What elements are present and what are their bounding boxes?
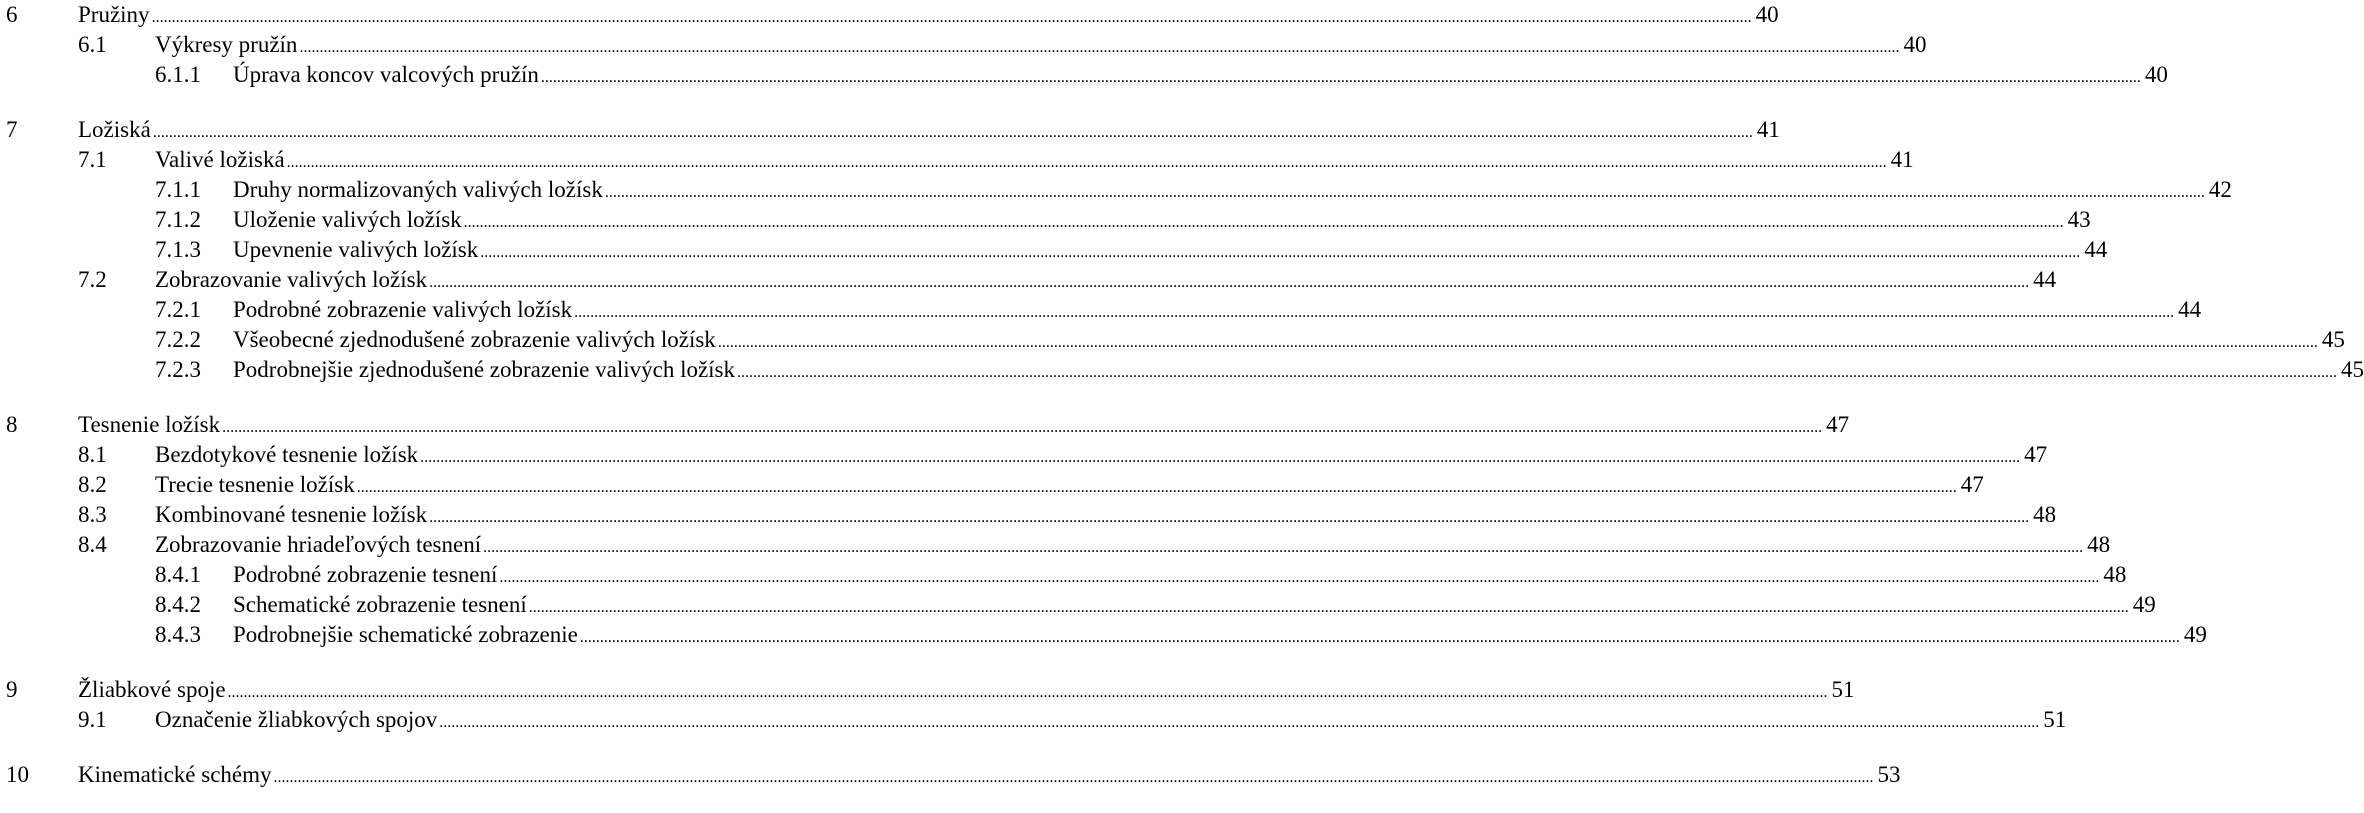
toc-dot-leader: ................................................................................................................................................................................................................................................................................................................................................................................................................ xyxy=(356,479,1957,496)
toc-entry-title-line xyxy=(233,620,2207,650)
toc-dot-leader: ................................................................................................................................................................................................................................................................................................................................................................................................................ xyxy=(528,599,2129,616)
toc-entry-number: 6.1 xyxy=(78,32,107,57)
toc-entry-number: 6.1.1 xyxy=(155,62,201,87)
toc-entry-title-line xyxy=(155,30,1927,60)
toc-dot-leader: ................................................................................................................................................................................................................................................................................................................................................................................................................ xyxy=(540,69,2141,86)
toc-entry-number: 8.4.1 xyxy=(155,562,201,587)
toc-entry-title: Kinematické schémy xyxy=(78,762,272,787)
toc-entry-title-line xyxy=(78,760,1901,790)
toc-entry-title: Podrobnejšie schematické zobrazenie xyxy=(233,622,578,647)
toc-entry-page: 53 xyxy=(1877,762,1901,787)
toc-entry[interactable] xyxy=(0,675,1855,705)
toc-entry-title-line xyxy=(155,470,1984,500)
toc-entry-page: 47 xyxy=(1826,412,1850,437)
toc-dot-leader: ................................................................................................................................................................................................................................................................................................................................................................................................................ xyxy=(222,419,1823,436)
toc-entry-page: 51 xyxy=(1831,677,1855,702)
toc-entry-title-line xyxy=(233,60,2168,90)
toc-entry-page: 44 xyxy=(2084,237,2108,262)
toc-dot-leader: ................................................................................................................................................................................................................................................................................................................................................................................................................ xyxy=(480,244,2081,261)
toc-entry-page: 48 xyxy=(2033,502,2057,527)
toc-entry-title-line xyxy=(155,500,2057,530)
toc-entry-page: 45 xyxy=(2321,327,2345,352)
toc-entry[interactable] xyxy=(0,410,1850,440)
toc-entry-page: 48 xyxy=(2103,562,2127,587)
toc-entry-title: Upevnenie valivých ložísk xyxy=(233,237,479,262)
toc-entry-page: 47 xyxy=(2024,442,2048,467)
toc-entry-number: 7.1.1 xyxy=(155,177,201,202)
toc-entry[interactable] xyxy=(0,235,2108,265)
toc-dot-leader: ................................................................................................................................................................................................................................................................................................................................................................................................................ xyxy=(463,214,2064,231)
toc-entry-page: 45 xyxy=(2341,357,2364,382)
toc-entry[interactable] xyxy=(0,205,2091,235)
toc-entry-number: 7.2.1 xyxy=(155,297,201,322)
toc-entry-title-line xyxy=(233,295,2202,325)
toc-entry-page: 41 xyxy=(1756,117,1780,142)
toc-entry[interactable] xyxy=(0,705,2067,735)
toc-entry[interactable] xyxy=(0,440,2048,470)
toc-dot-leader: ................................................................................................................................................................................................................................................................................................................................................................................................................ xyxy=(429,509,2030,526)
toc-entry[interactable] xyxy=(0,145,1914,175)
toc-entry-title: Trecie tesnenie ložísk xyxy=(155,472,355,497)
toc-entry-page: 40 xyxy=(2144,62,2168,87)
toc-entry-number: 7.1.3 xyxy=(155,237,201,262)
toc-entry[interactable] xyxy=(0,560,2127,590)
toc-entry-number: 8.4 xyxy=(78,532,107,557)
toc-entry-title-line xyxy=(78,0,1779,30)
toc-entry-number: 9.1 xyxy=(78,707,107,732)
toc-entry[interactable] xyxy=(0,470,1984,500)
toc-entry-number: 8.3 xyxy=(78,502,107,527)
toc-dot-leader: ................................................................................................................................................................................................................................................................................................................................................................................................................ xyxy=(499,569,2100,586)
toc-entry-title-line xyxy=(233,205,2091,235)
toc-dot-leader: ................................................................................................................................................................................................................................................................................................................................................................................................................ xyxy=(579,629,2180,646)
toc-entry-title-line xyxy=(233,560,2127,590)
toc-entry-title: Tesnenie ložísk xyxy=(78,412,221,437)
toc-entry-title-line xyxy=(78,115,1780,145)
toc-entry-title: Valivé ložiská xyxy=(155,147,285,172)
toc-entry[interactable] xyxy=(0,760,1901,790)
toc-entry-number: 7.2.2 xyxy=(155,327,201,352)
toc-entry-number: 8.4.2 xyxy=(155,592,201,617)
toc-entry-number: 6 xyxy=(6,2,18,27)
toc-entry-number: 9 xyxy=(6,677,18,702)
toc-dot-leader: ................................................................................................................................................................................................................................................................................................................................................................................................................ xyxy=(737,364,2338,381)
toc-entry[interactable] xyxy=(0,0,1779,30)
toc-entry[interactable] xyxy=(0,295,2202,325)
toc-entry-title: Úprava koncov valcových pružín xyxy=(233,62,539,87)
toc-entry-title-line xyxy=(233,355,2364,385)
toc-entry-title-line xyxy=(233,175,2232,205)
toc-entry-page: 44 xyxy=(2033,267,2057,292)
toc-entry-number: 7.2.3 xyxy=(155,357,201,382)
toc-dot-leader: ................................................................................................................................................................................................................................................................................................................................................................................................................ xyxy=(574,304,2175,321)
toc-dot-leader: ................................................................................................................................................................................................................................................................................................................................................................................................................ xyxy=(483,539,2084,556)
toc-entry-title: Podrobné zobrazenie valivých ložísk xyxy=(233,297,573,322)
toc-entry-page: 42 xyxy=(2208,177,2232,202)
toc-entry-title-line xyxy=(233,325,2345,355)
toc-entry-page: 40 xyxy=(1755,2,1779,27)
toc-entry-page: 40 xyxy=(1903,32,1927,57)
toc-entry-number: 7 xyxy=(6,117,18,142)
toc-entry[interactable] xyxy=(0,590,2156,620)
toc-dot-leader: ................................................................................................................................................................................................................................................................................................................................................................................................................ xyxy=(429,274,2030,291)
toc-dot-leader: ................................................................................................................................................................................................................................................................................................................................................................................................................ xyxy=(439,714,2040,731)
toc-dot-leader: ................................................................................................................................................................................................................................................................................................................................................................................................................ xyxy=(604,184,2205,201)
toc-entry[interactable] xyxy=(0,325,2345,355)
toc-entry[interactable] xyxy=(0,115,1780,145)
toc-entry-title: Schematické zobrazenie tesnení xyxy=(233,592,527,617)
toc-dot-leader: ................................................................................................................................................................................................................................................................................................................................................................................................................ xyxy=(299,39,1900,56)
toc-entry[interactable] xyxy=(0,60,2168,90)
toc-entry-number: 7.2 xyxy=(78,267,107,292)
toc-entry-title-line xyxy=(155,705,2067,735)
toc-entry-page: 43 xyxy=(2067,207,2091,232)
toc-dot-leader: ................................................................................................................................................................................................................................................................................................................................................................................................................ xyxy=(286,154,1887,171)
toc-entry[interactable] xyxy=(0,175,2232,205)
toc-entry-number: 8.4.3 xyxy=(155,622,201,647)
toc-entry-title: Všeobecné zjednodušené zobrazenie valivých ložísk xyxy=(233,327,716,352)
toc-entry-title-line xyxy=(155,265,2057,295)
toc-entry[interactable] xyxy=(0,500,2057,530)
toc-entry[interactable] xyxy=(0,265,2057,295)
toc-entry-title: Žliabkové spoje xyxy=(78,677,226,702)
toc-entry-number: 7.1.2 xyxy=(155,207,201,232)
toc-entry-number: 8.1 xyxy=(78,442,107,467)
toc-entry-title-line xyxy=(155,440,2048,470)
toc-entry-number: 8.2 xyxy=(78,472,107,497)
toc-dot-leader: ................................................................................................................................................................................................................................................................................................................................................................................................................ xyxy=(717,334,2318,351)
toc-entry-title: Zobrazovanie valivých ložísk xyxy=(155,267,428,292)
toc-entry-title: Pružiny xyxy=(78,2,150,27)
toc-entry-title-line xyxy=(155,530,2111,560)
toc-entry-title-line xyxy=(78,410,1850,440)
toc-entry-page: 41 xyxy=(1890,147,1914,172)
toc-entry-title: Označenie žliabkových spojov xyxy=(155,707,438,732)
toc-dot-leader: ................................................................................................................................................................................................................................................................................................................................................................................................................ xyxy=(152,124,1753,141)
toc-entry-number: 8 xyxy=(6,412,18,437)
toc-entry-title: Uloženie valivých ložísk xyxy=(233,207,462,232)
toc-entry-title-line xyxy=(233,235,2108,265)
toc-dot-leader: ................................................................................................................................................................................................................................................................................................................................................................................................................ xyxy=(420,449,2021,466)
toc-entry-page: 44 xyxy=(2178,297,2202,322)
toc-entry-title-line xyxy=(78,675,1855,705)
toc-entry-page: 51 xyxy=(2043,707,2067,732)
toc-entry[interactable] xyxy=(0,530,2111,560)
toc-entry-page: 49 xyxy=(2183,622,2207,647)
toc-entry-title: Výkresy pružín xyxy=(155,32,298,57)
toc-entry[interactable] xyxy=(0,30,1927,60)
toc-entry-number: 10 xyxy=(6,762,29,787)
toc-entry-title-line xyxy=(155,145,1914,175)
toc-entry[interactable] xyxy=(0,620,2207,650)
toc-entry-number: 7.1 xyxy=(78,147,107,172)
toc-entry-page: 48 xyxy=(2087,532,2111,557)
toc-entry-page: 47 xyxy=(1960,472,1984,497)
toc-entry-title: Podrobnejšie zjednodušené zobrazenie valivých ložísk xyxy=(233,357,736,382)
toc-entry-title: Podrobné zobrazenie tesnení xyxy=(233,562,498,587)
toc-entry-title: Ložiská xyxy=(78,117,151,142)
toc-entry-title: Kombinované tesnenie ložísk xyxy=(155,502,428,527)
toc-dot-leader: ................................................................................................................................................................................................................................................................................................................................................................................................................ xyxy=(151,9,1752,26)
toc-entry-title: Zobrazovanie hriadeľových tesnení xyxy=(155,532,482,557)
toc-entry-title: Druhy normalizovaných valivých ložísk xyxy=(233,177,603,202)
toc-entry-title-line xyxy=(233,590,2156,620)
toc-entry-page: 49 xyxy=(2132,592,2156,617)
toc-entry-title: Bezdotykové tesnenie ložísk xyxy=(155,442,419,467)
toc-dot-leader: ................................................................................................................................................................................................................................................................................................................................................................................................................ xyxy=(227,684,1828,701)
toc-entry[interactable] xyxy=(0,355,2364,385)
toc-dot-leader: ................................................................................................................................................................................................................................................................................................................................................................................................................ xyxy=(273,769,1874,786)
